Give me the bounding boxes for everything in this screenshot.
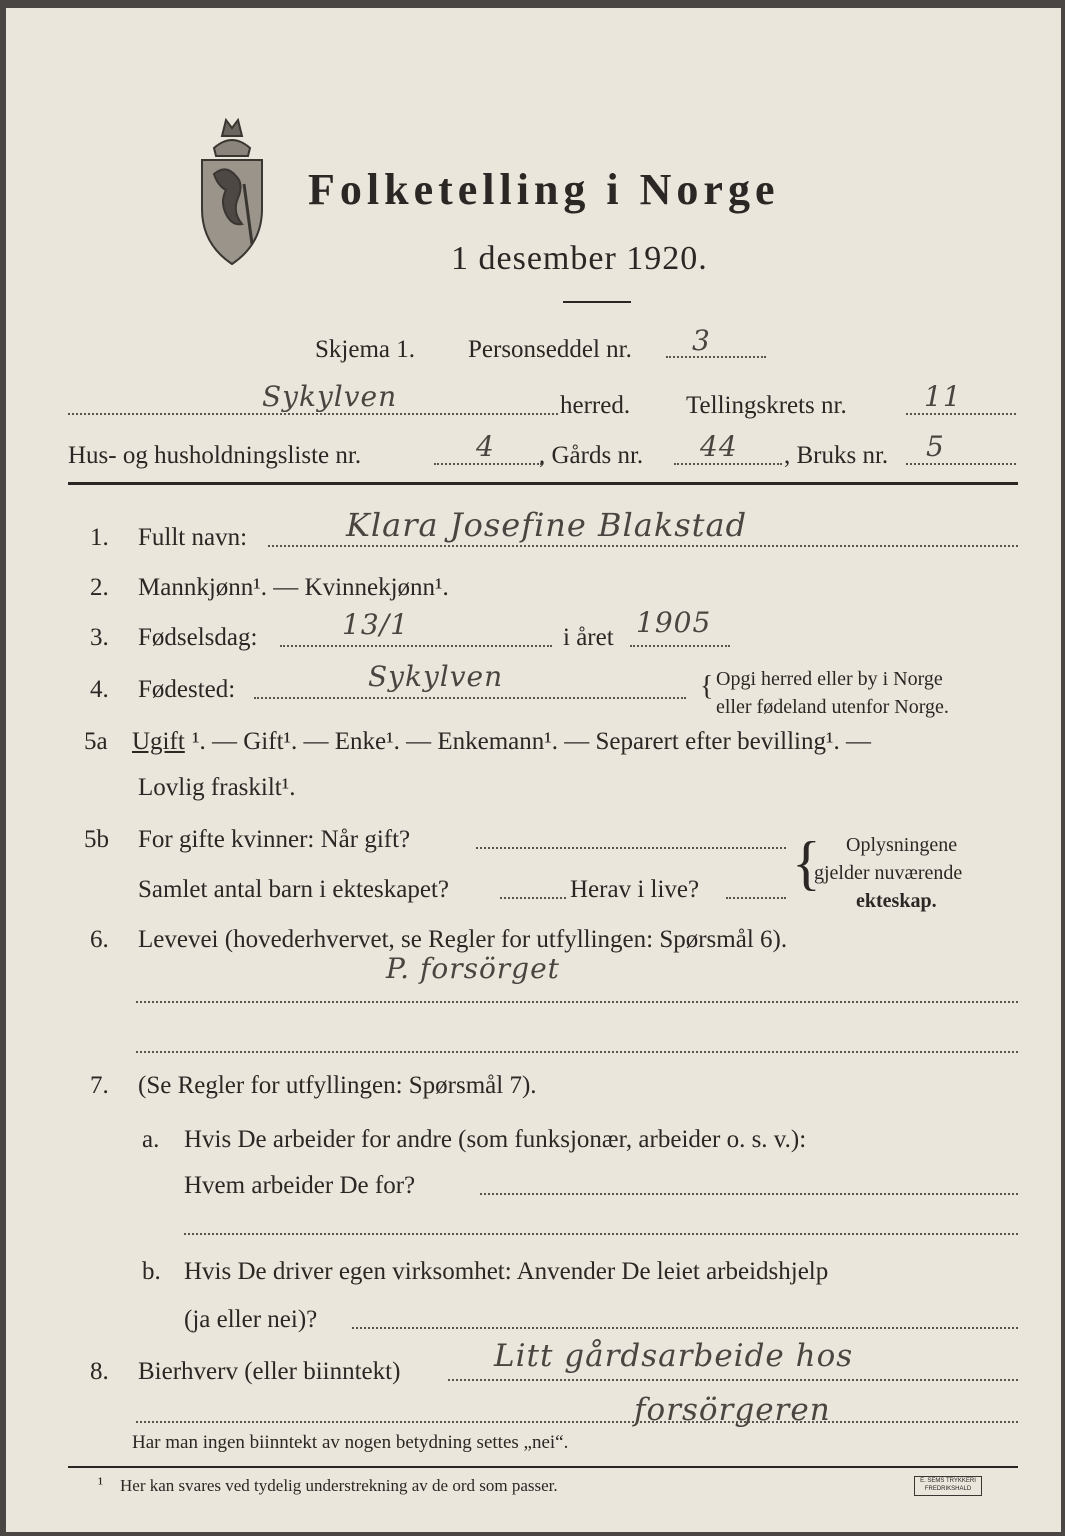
printer-stamp: E. SEMS TRYKKERI FREDRIKSHALD — [914, 1476, 982, 1496]
hus-label: Hus- og husholdningsliste nr. — [68, 442, 362, 469]
q5b-children-label: Samlet antal barn i ekteskapet? — [138, 876, 449, 903]
gards-label: , Gårds nr. — [539, 442, 644, 469]
census-date: 1 desember 1920. — [451, 240, 708, 277]
q4-number: 4. — [90, 676, 109, 703]
footnote-mark: ¹ — [98, 1474, 104, 1493]
herred-label: herred. — [560, 392, 631, 419]
q6-label: Levevei (hovederhvervet, se Regler for utfyllingen: Spørsmål 6). — [138, 926, 788, 953]
title-divider — [563, 301, 631, 303]
birthplace-value[interactable]: Sykylven — [368, 660, 504, 693]
tellingskrets-label: Tellingskrets nr. — [686, 392, 847, 419]
marital-options: ¹. — Gift¹. — Enke¹. — Enkemann¹. — Separert efter bevilling¹. — — [192, 728, 871, 755]
q7-number: 7. — [90, 1072, 109, 1099]
census-form-sheet: Folketelling i Norge 1 desember 1920. Skjema 1. Personseddel nr. 3 Sykylven herred. Tellingskrets nr. 11 Hus- og husholdningsliste nr. 4 , Gårds nr. 44 , Bruks nr. 5 1. Fullt navn: Klara Josefine Blakstad 2. Mannkjønn¹. — Kvinnekjønn¹. 3. Fødselsdag: 13/1 i året 1905 4. Fødested: Sykylven { Opgi herred eller by i Norge eller fødeland utenfor Norge. 5a Ugift ¹. — Gift¹. — Enke¹. — Enkemann¹. — Separert efter bevilling¹. — Lovlig fraskilt¹. 5b For gifte kvinner: Når gift? Samlet antal barn i ekteskapet? Herav i live? { Oplysningene gjelder nuværende ekteskap. 6. Levevei (hovederhvervet, se Regler for utfyllingen: Spørsmål 6). P. forsörget 7. (Se Regler for utfyllingen: Spørsmål 7). a. Hvis De arbeider for andre (som funksjonær, arbeider o. s. v.): Hvem arbeider De for? b. Hvis De driver egen virksomhet: Anvender De leiet arbeidshjelp (ja eller nei)? 8. Bierhverv (eller biinntekt) Litt gårdsarbeide hos forsörgeren Har man ingen biinntekt av nogen betydning settes „nei“. ¹ Her kan svares ved tydelig understrekning av de ord som passer. E. SEMS TRYKKERI FREDRIKSHALD — [6, 8, 1061, 1532]
q4-label: Fødested: — [138, 676, 236, 703]
side-income-value-line-1[interactable]: Litt gårdsarbeide hos — [494, 1338, 854, 1374]
employer-field[interactable] — [480, 1193, 1018, 1195]
marital-ugift-underlined: Ugift — [132, 728, 185, 755]
q7a-employer-label: Hvem arbeider De for? — [184, 1172, 416, 1199]
q7b-hired-help-label: (ja eller nei)? — [184, 1306, 318, 1333]
header-rule — [68, 482, 1018, 485]
q5b-note-line-2: gjelder nuværende — [814, 862, 963, 884]
bruks-label: , Bruks nr. — [784, 442, 889, 469]
birth-year-value[interactable]: 1905 — [636, 606, 712, 639]
q7-label: (Se Regler for utfyllingen: Spørsmål 7). — [138, 1072, 537, 1099]
bruks-value[interactable]: 5 — [926, 430, 945, 463]
q3-year-label: i året — [563, 624, 614, 651]
q5b-note-line-1: Oplysningene — [846, 834, 958, 856]
q2-number: 2. — [90, 574, 109, 601]
occupation-value[interactable]: P. forsörget — [386, 952, 560, 985]
gender-options: Mannkjønn¹. — Kvinnekjønn¹. — [138, 574, 449, 601]
q5b-label: For gifte kvinner: Når gift? — [138, 826, 411, 853]
q6-number: 6. — [90, 926, 109, 953]
q8-number: 8. — [90, 1358, 109, 1385]
q1-number: 1. — [90, 524, 109, 551]
q7b-number: b. — [142, 1258, 161, 1285]
q5b-number: 5b — [84, 826, 109, 853]
hus-value[interactable]: 4 — [476, 430, 495, 463]
q7a-number: a. — [142, 1126, 160, 1153]
personseddel-label: Personseddel nr. — [468, 336, 632, 363]
q3-number: 3. — [90, 624, 109, 651]
hired-help-field[interactable] — [352, 1327, 1018, 1329]
side-income-value-line-2[interactable]: forsörgeren — [634, 1392, 831, 1428]
tellingskrets-value[interactable]: 11 — [924, 380, 962, 413]
footnote-text: Her kan svares ved tydelig understrekning av de ord som passer. — [120, 1476, 558, 1495]
footer-rule — [68, 1466, 1018, 1468]
herred-value[interactable]: Sykylven — [262, 380, 398, 413]
q5b-note-line-3: ekteskap. — [856, 890, 937, 912]
q8-note: Har man ingen biinntekt av nogen betydning settes „nei“. — [132, 1432, 569, 1453]
birth-date-value[interactable]: 13/1 — [342, 608, 409, 641]
skjema-label: Skjema 1. — [315, 336, 415, 363]
q4-note-line-2: eller fødeland utenfor Norge. — [716, 696, 949, 718]
q7b-label: Hvis De driver egen virksomhet: Anvender De leiet arbeidshjelp — [184, 1258, 829, 1285]
marital-options-line-2: Lovlig fraskilt¹. — [138, 774, 296, 801]
q8-label: Bierhverv (eller biinntekt) — [138, 1358, 401, 1385]
q3-label: Fødselsdag: — [138, 624, 258, 651]
q7a-label: Hvis De arbeider for andre (som funksjonær, arbeider o. s. v.): — [184, 1126, 807, 1153]
personseddel-value[interactable]: 3 — [692, 324, 711, 357]
q5b-alive-label: Herav i live? — [570, 876, 700, 903]
page-title: Folketelling i Norge — [308, 165, 780, 214]
coat-of-arms-icon — [192, 114, 272, 269]
q5a-number: 5a — [84, 728, 108, 755]
gards-value[interactable]: 44 — [700, 430, 738, 463]
full-name-value[interactable]: Klara Josefine Blakstad — [346, 506, 748, 544]
q4-note-line-1: Opgi herred eller by i Norge — [716, 668, 943, 690]
q1-label: Fullt navn: — [138, 524, 248, 551]
